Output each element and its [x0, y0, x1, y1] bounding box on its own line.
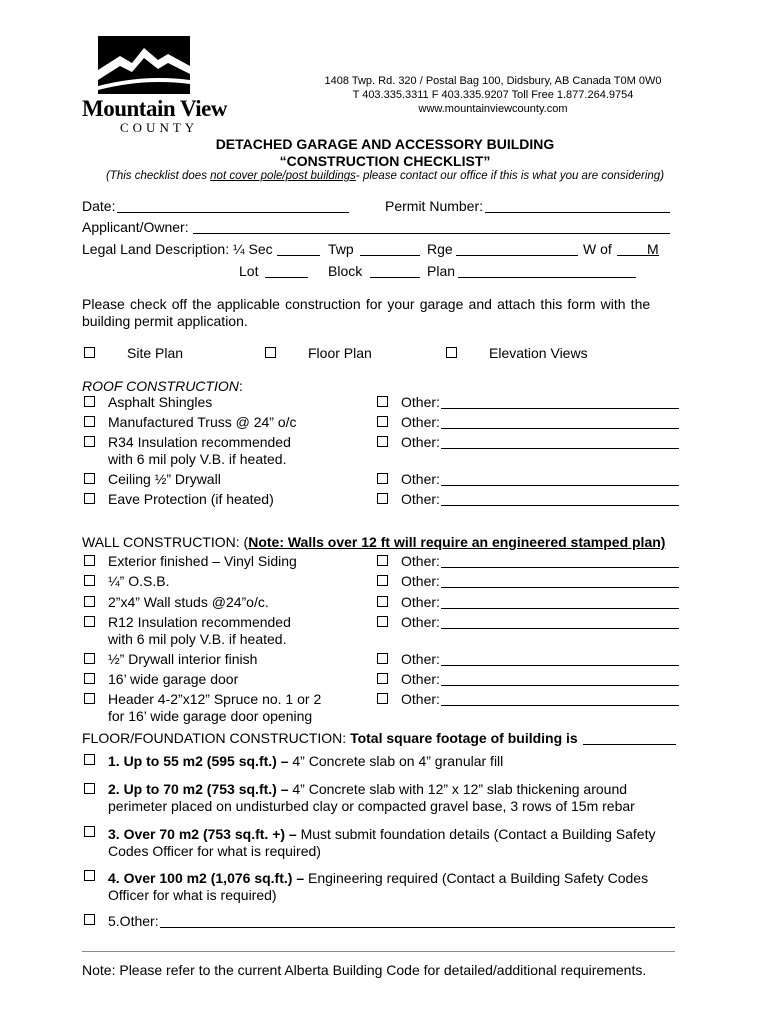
- roof-insulation-label: R34 Insulation recommended: [108, 434, 291, 450]
- roof-other-3-field[interactable]: [441, 448, 679, 449]
- roof-other-5-label: Other:: [401, 491, 440, 507]
- wall-studs-label: 2”x4” Wall studs @24”o/c.: [108, 594, 269, 610]
- wall-heading-text: WALL CONSTRUCTION: (: [82, 534, 249, 550]
- option-4-bold: 4. Over 100 m2 (1,076 sq.ft.) –: [108, 870, 305, 886]
- wall-other-6-label: Other:: [401, 671, 440, 687]
- option-5-field[interactable]: [160, 927, 675, 928]
- option-2-checkbox[interactable]: [84, 783, 95, 794]
- roof-heading-colon: :: [238, 378, 243, 394]
- wall-other-6-checkbox[interactable]: [377, 673, 388, 684]
- elevation-views-checkbox[interactable]: [446, 347, 457, 358]
- asphalt-shingles-checkbox[interactable]: [84, 396, 95, 407]
- wall-other-1-checkbox[interactable]: [377, 555, 388, 566]
- title-note-pre: (This checklist does: [105, 170, 211, 182]
- roof-insulation-note: with 6 mil poly V.B. if heated.: [108, 451, 287, 467]
- option-4-label: [108, 870, 648, 887]
- block-label: Block: [328, 263, 363, 279]
- floor-plan-checkbox[interactable]: [265, 347, 276, 358]
- ceiling-drywall-label: Ceiling ½” Drywall: [108, 471, 221, 487]
- logo-county: COUNTY: [120, 120, 199, 135]
- eave-protection-label: Eave Protection (if heated): [108, 491, 274, 507]
- roof-other-1-label: Other:: [401, 394, 440, 410]
- wall-studs-checkbox[interactable]: [84, 596, 95, 607]
- total-sqft-field[interactable]: [583, 744, 676, 745]
- twp-label: Twp: [328, 241, 354, 257]
- roof-heading: [82, 378, 243, 395]
- wall-other-2-checkbox[interactable]: [377, 575, 388, 586]
- title-note-underline: not cover pole/post buildings: [210, 170, 356, 182]
- option-3-bold: 3. Over 70 m2 (753 sq.ft. +) –: [108, 826, 297, 842]
- wall-other-6-field[interactable]: [441, 685, 679, 686]
- wall-insulation-checkbox[interactable]: [84, 616, 95, 627]
- asphalt-shingles-label: Asphalt Shingles: [108, 394, 213, 410]
- wall-other-4-label: Other:: [401, 614, 440, 630]
- twp-field[interactable]: [360, 255, 420, 256]
- page-title: DETACHED GARAGE AND ACCESSORY BUILDING: [215, 136, 555, 152]
- option-2-bold: 2. Up to 70 m2 (753 sq.ft.) –: [108, 781, 289, 797]
- option-1-checkbox[interactable]: [84, 754, 95, 765]
- mountain-logo-icon: [98, 36, 190, 94]
- applicant-field[interactable]: [193, 233, 670, 234]
- wall-heading-note: Note: Walls over 12 ft will require an engineered stamped plan): [248, 534, 666, 550]
- truss-checkbox[interactable]: [84, 416, 95, 427]
- wall-other-3-field[interactable]: [441, 608, 679, 609]
- applicant-label: Applicant/Owner:: [82, 219, 189, 235]
- wall-insulation-label: R12 Insulation recommended: [108, 614, 291, 630]
- roof-other-4-checkbox[interactable]: [377, 473, 388, 484]
- option-5-checkbox[interactable]: [84, 914, 95, 925]
- header-note: for 16’ wide garage door opening: [108, 708, 313, 724]
- option-3-checkbox[interactable]: [84, 826, 95, 837]
- block-field[interactable]: [370, 277, 420, 278]
- date-label: Date:: [82, 198, 116, 214]
- option-3-cont: Codes Officer for what is required): [108, 843, 321, 859]
- garage-door-label: 16’ wide garage door: [108, 671, 239, 687]
- footer-divider: [82, 951, 675, 952]
- floor-heading-text: FLOOR/FOUNDATION CONSTRUCTION:: [82, 730, 351, 746]
- elevation-views-label: Elevation Views: [489, 345, 588, 361]
- wall-other-7-label: Other:: [401, 691, 440, 707]
- site-plan-label: Site Plan: [127, 345, 184, 361]
- w-of-label: W of: [583, 241, 612, 257]
- rge-field[interactable]: [456, 255, 578, 256]
- roof-other-5-checkbox[interactable]: [377, 493, 388, 504]
- wall-other-1-label: Other:: [401, 553, 440, 569]
- floor-heading: [82, 730, 578, 747]
- header-checkbox[interactable]: [84, 693, 95, 704]
- option-2-text: 4” Concrete slab with 12” x 12” slab thickening around: [288, 781, 628, 797]
- address-website: www.mountainviewcounty.com: [418, 103, 568, 115]
- wall-other-7-field[interactable]: [441, 705, 679, 706]
- roof-heading-text: ROOF CONSTRUCTION: [82, 378, 239, 394]
- wall-other-4-checkbox[interactable]: [377, 616, 388, 627]
- page-subtitle: “CONSTRUCTION CHECKLIST”: [279, 153, 491, 169]
- wall-other-2-label: Other:: [401, 573, 440, 589]
- eave-protection-checkbox[interactable]: [84, 493, 95, 504]
- wall-other-2-field[interactable]: [441, 587, 679, 588]
- wall-other-1-field[interactable]: [441, 567, 679, 568]
- vinyl-siding-checkbox[interactable]: [84, 555, 95, 566]
- option-3-text: Must submit foundation details (Contact a Building Safety: [296, 826, 656, 842]
- wall-other-3-label: Other:: [401, 594, 440, 610]
- plan-field[interactable]: [458, 277, 636, 278]
- option-5-label: 5.Other:: [108, 913, 159, 929]
- option-2-label: [108, 781, 627, 798]
- osb-checkbox[interactable]: [84, 575, 95, 586]
- option-4-text: Engineering required (Contact a Building Safety Codes: [304, 870, 649, 886]
- roof-other-2-label: Other:: [401, 414, 440, 430]
- permit-number-label: Permit Number:: [385, 198, 484, 214]
- footer-note: Note: Please refer to the current Alberta Building Code for detailed/additional requirements.: [82, 962, 647, 978]
- address-line-1: 1408 Twp. Rd. 320 / Postal Bag 100, Didsbury, AB Canada T0M 0W0: [324, 75, 662, 87]
- floor-total-label: Total square footage of building is: [350, 730, 578, 746]
- option-3-label: [108, 826, 655, 843]
- roof-other-4-field[interactable]: [441, 485, 679, 486]
- title-note-post: - please contact our office if this is what you are considering): [355, 170, 665, 182]
- truss-label: Manufactured Truss @ 24” o/c: [108, 414, 297, 430]
- instructions-line-2: building permit application.: [82, 313, 248, 329]
- m-label: M: [647, 241, 659, 257]
- wall-other-5-field[interactable]: [441, 665, 679, 666]
- option-1-text: 4” Concrete slab on 4” granular fill: [288, 753, 504, 769]
- permit-number-field[interactable]: [485, 212, 670, 213]
- garage-door-checkbox[interactable]: [84, 673, 95, 684]
- wall-other-3-checkbox[interactable]: [377, 596, 388, 607]
- option-4-checkbox[interactable]: [84, 870, 95, 881]
- address-line-2: T 403.335.3311 F 403.335.9207 Toll Free 1.877.264.9754: [352, 89, 634, 101]
- wall-insulation-note: with 6 mil poly V.B. if heated.: [108, 631, 287, 647]
- option-1-bold: 1. Up to 55 m2 (595 sq.ft.) –: [108, 753, 289, 769]
- roof-other-5-field[interactable]: [441, 505, 679, 506]
- roof-other-3-checkbox[interactable]: [377, 436, 388, 447]
- wall-heading: [82, 534, 665, 551]
- wall-other-4-field[interactable]: [441, 628, 679, 629]
- header-label: Header 4-2”x12” Spruce no. 1 or 2: [108, 691, 322, 707]
- ceiling-drywall-checkbox[interactable]: [84, 473, 95, 484]
- wall-other-5-label: Other:: [401, 651, 440, 667]
- roof-insulation-checkbox[interactable]: [84, 436, 95, 447]
- roof-other-1-checkbox[interactable]: [377, 396, 388, 407]
- wall-other-5-checkbox[interactable]: [377, 653, 388, 664]
- plan-label: Plan: [427, 263, 456, 279]
- sec-field[interactable]: [277, 255, 320, 256]
- vinyl-siding-label: Exterior finished – Vinyl Siding: [108, 553, 297, 569]
- roof-other-4-label: Other:: [401, 471, 440, 487]
- floor-plan-label: Floor Plan: [308, 345, 372, 361]
- site-plan-checkbox[interactable]: [84, 347, 95, 358]
- roof-other-3-label: Other:: [401, 434, 440, 450]
- logo-name: Mountain View: [82, 96, 227, 121]
- option-2-cont: perimeter placed on undisturbed clay or compacted gravel base, 3 rows of 15m rebar: [108, 798, 635, 814]
- lot-field[interactable]: [265, 277, 308, 278]
- legal-land-label: Legal Land Description: ¼ Sec: [82, 241, 273, 257]
- roof-other-2-field[interactable]: [441, 428, 679, 429]
- date-field[interactable]: [117, 212, 349, 213]
- drywall-interior-label: ½” Drywall interior finish: [108, 651, 258, 667]
- drywall-interior-checkbox[interactable]: [84, 653, 95, 664]
- lot-label: Lot: [239, 263, 259, 279]
- instructions-line-1: Please check off the applicable construction for your garage and attach this form with the: [82, 296, 651, 312]
- rge-label: Rge: [427, 241, 453, 257]
- roof-other-1-field[interactable]: [441, 408, 679, 409]
- roof-other-2-checkbox[interactable]: [377, 416, 388, 427]
- option-1-label: [108, 753, 503, 770]
- title-note: [0, 168, 770, 185]
- osb-label: ¼” O.S.B.: [108, 573, 170, 589]
- option-4-cont: Officer for what is required): [108, 887, 277, 903]
- wall-other-7-checkbox[interactable]: [377, 693, 388, 704]
